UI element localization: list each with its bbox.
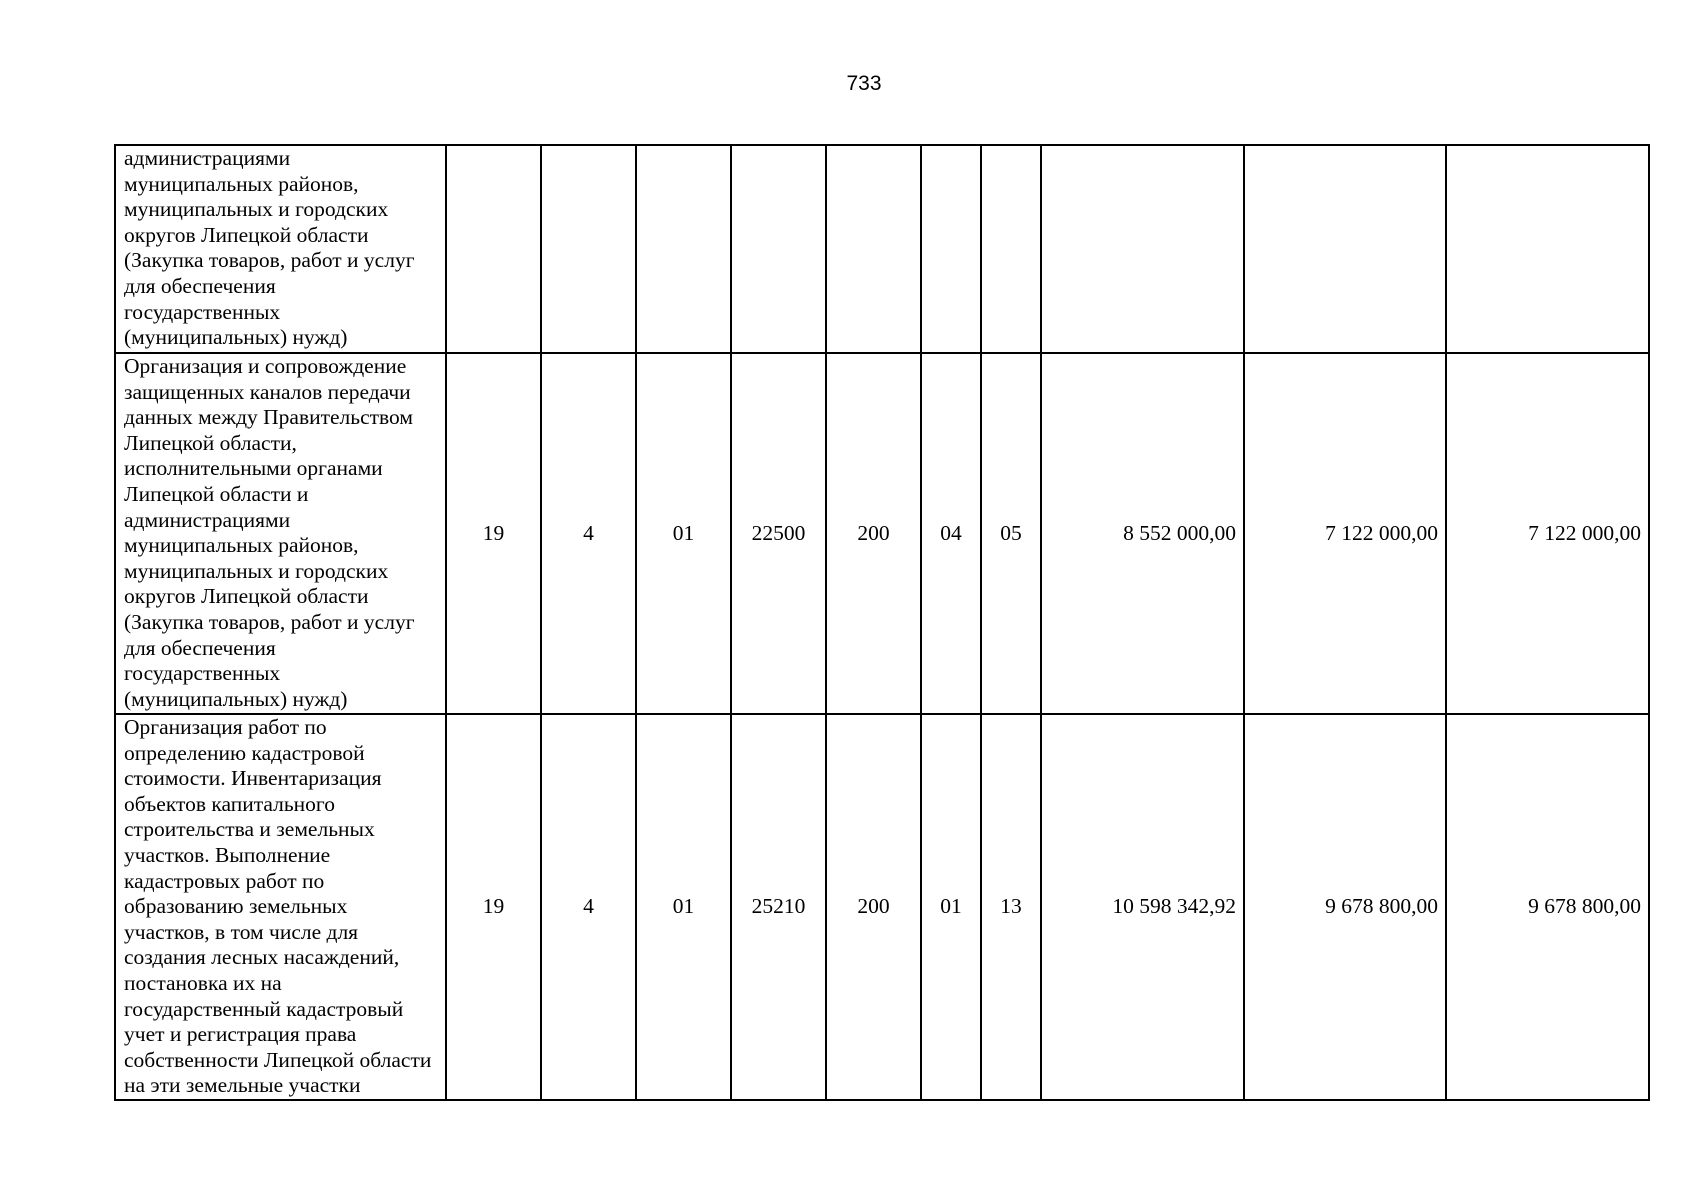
amount-year-2 xyxy=(1244,145,1446,353)
table-row xyxy=(115,353,1649,714)
amount-year-2: 7 122 000,00 xyxy=(1244,353,1446,714)
program-code: 19 xyxy=(446,353,541,714)
row-description: Организация работ по определению кадастровой стоимости. Инвентаризация объектов капитального строительства и земельных участков. Выполнение кадастровых работ по образованию земельных участков, в том числе для создания лесных насаждений, постановка их на государственный кадастровый учет и регистрация права собственности Липецкой области на эти земельные участки xyxy=(115,714,446,1100)
table-row xyxy=(115,145,1649,353)
amount-year-2: 9 678 800,00 xyxy=(1244,714,1446,1100)
amount-year-1: 8 552 000,00 xyxy=(1041,353,1244,714)
subsection-code: 13 xyxy=(981,714,1041,1100)
expense-type-code xyxy=(826,145,921,353)
amount-year-1: 10 598 342,92 xyxy=(1041,714,1244,1100)
subsection-code: 05 xyxy=(981,353,1041,714)
amount-year-3 xyxy=(1446,145,1649,353)
expense-direction-code: 25210 xyxy=(731,714,826,1100)
row-description: Организация и сопровождение защищенных каналов передачи данных между Правительством Липецкой области, исполнительными органами Липецкой области и администрациями муниципальных районов, муниципальных и городских округов Липецкой области (Закупка товаров, работ и услуг для обеспечения государственных (муниципальных) нужд) xyxy=(115,353,446,714)
subprogram-code: 4 xyxy=(541,353,636,714)
section-code: 01 xyxy=(921,714,981,1100)
budget-table xyxy=(114,144,1650,1101)
expense-type-code: 200 xyxy=(826,714,921,1100)
subprogram-code xyxy=(541,145,636,353)
program-code xyxy=(446,145,541,353)
program-code: 19 xyxy=(446,714,541,1100)
amount-year-1 xyxy=(1041,145,1244,353)
table-row xyxy=(115,714,1649,1100)
subprogram-code: 4 xyxy=(541,714,636,1100)
page-number: 733 xyxy=(846,72,882,95)
expense-type-code: 200 xyxy=(826,353,921,714)
main-event-code: 01 xyxy=(636,714,731,1100)
section-code: 04 xyxy=(921,353,981,714)
expense-direction-code xyxy=(731,145,826,353)
amount-year-3: 7 122 000,00 xyxy=(1446,353,1649,714)
amount-year-3: 9 678 800,00 xyxy=(1446,714,1649,1100)
section-code xyxy=(921,145,981,353)
main-event-code xyxy=(636,145,731,353)
row-description: администрациями муниципальных районов, муниципальных и городских округов Липецкой области (Закупка товаров, работ и услуг для обеспечения государственных (муниципальных) нужд) xyxy=(115,145,446,353)
subsection-code xyxy=(981,145,1041,353)
expense-direction-code: 22500 xyxy=(731,353,826,714)
main-event-code: 01 xyxy=(636,353,731,714)
